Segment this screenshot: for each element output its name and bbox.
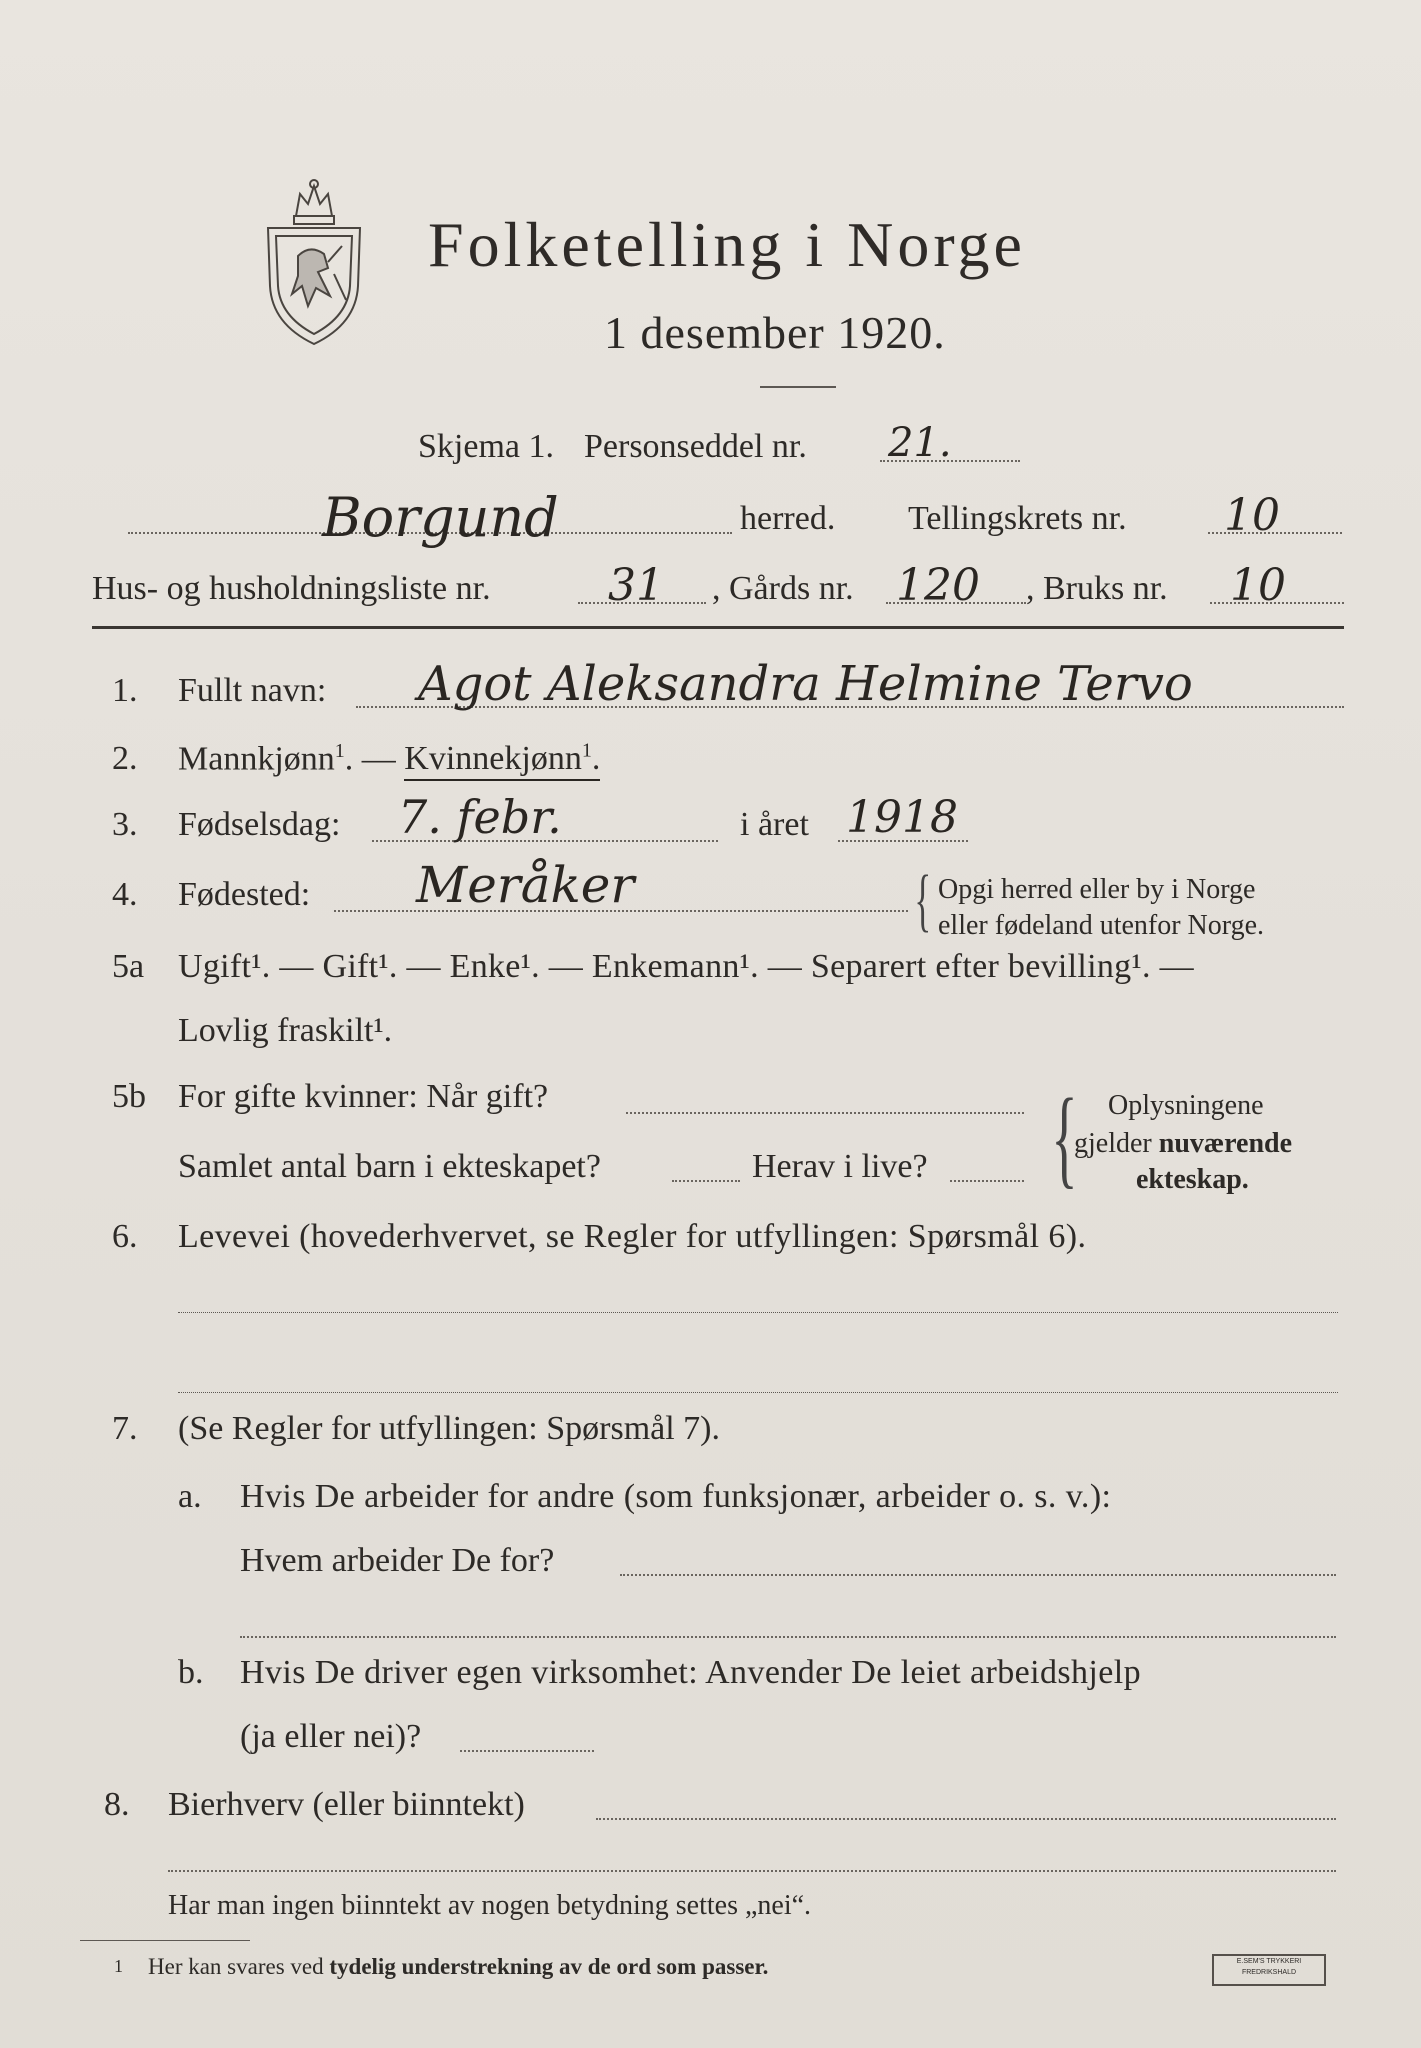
hus-value[interactable]: 31 (608, 560, 664, 611)
coat-of-arms-icon (258, 176, 370, 348)
marital-status-options[interactable]: Ugift¹. — Gift¹. — Enke¹. — Enkemann¹. — Separert efter bevilling¹. — (178, 948, 1194, 985)
alive-line (950, 1180, 1024, 1182)
tellingskrets-value[interactable]: 10 (1224, 490, 1280, 541)
birthplace-value[interactable]: Meråker (416, 856, 635, 914)
herred-value[interactable]: Borgund (322, 486, 559, 549)
census-date: 1 desember 1920. (604, 307, 946, 358)
hus-label: Hus- og husholdningsliste nr. (92, 570, 491, 607)
q2-number: 2. (112, 740, 138, 777)
occupation-line-1 (178, 1312, 1338, 1313)
q5b-note-1: Oplysningene (1108, 1090, 1264, 1121)
q6-number: 6. (112, 1218, 138, 1255)
q5b-note-2 (1074, 1128, 1292, 1160)
q3-number: 3. (112, 806, 138, 843)
q8-number: 8. (104, 1786, 130, 1823)
q2-sex-options (178, 740, 600, 778)
footnote-separator (80, 1940, 250, 1941)
printer-stamp-line-2: FREDRIKSHALD (1241, 1969, 1297, 1976)
marital-status-divorced[interactable]: Lovlig fraskilt¹. (178, 1012, 393, 1049)
footnote-text (148, 1954, 768, 1980)
q5a-number: 5a (112, 948, 145, 985)
gards-label: , Gårds nr. (712, 570, 854, 607)
q7-number: 7. (112, 1410, 138, 1447)
q8-label: Bierhverv (eller biinntekt) (168, 1786, 525, 1823)
q7b-number: b. (178, 1654, 204, 1691)
sex-separator: . — (344, 740, 396, 778)
kvinnekjonn-option[interactable] (404, 740, 600, 781)
q7b-line-2: (ja eller nei)? (240, 1718, 422, 1755)
q5b-note-3: ekteskap. (1136, 1164, 1249, 1195)
form-title: Folketelling i Norge (428, 209, 1026, 280)
q5b-number: 5b (112, 1078, 146, 1115)
footnote-text-c: av de ord som passer. (553, 1954, 769, 1979)
q7a-number: a. (178, 1478, 202, 1515)
q5b-note-2b: nuværende (1158, 1128, 1293, 1159)
q7-label: (Se Regler for utfyllingen: Spørsmål 7). (178, 1410, 721, 1447)
q4-note-1: Opgi herred eller by i Norge (938, 874, 1256, 905)
q1-label: Fullt navn: (178, 672, 327, 709)
q7a-line-2: Hvem arbeider De for? (240, 1542, 555, 1579)
title-divider (760, 386, 836, 388)
printer-stamp (1212, 1954, 1326, 1986)
birth-year-value[interactable]: 1918 (846, 792, 958, 843)
header-separator (92, 626, 1344, 629)
personseddel-value[interactable]: 21. (888, 420, 952, 466)
footnote-text-a: Her kan svares ved (148, 1954, 330, 1979)
herred-label: herred. (740, 500, 836, 537)
q8-note: Har man ingen biinntekt av nogen betydning settes „nei“. (168, 1890, 812, 1921)
q5b-children-label: Samlet antal barn i ekteskapet? (178, 1148, 601, 1185)
q4-number: 4. (112, 876, 138, 913)
q5b-note-2a: gjelder (1074, 1128, 1159, 1159)
employer-line (620, 1574, 1336, 1576)
footnote-ref: 1 (334, 740, 345, 762)
printer-stamp-line-1: E.SEM'S TRYKKERI (1236, 1958, 1302, 1965)
kvinnekjonn-label: Kvinnekjønn (404, 740, 582, 778)
kvinnekjonn-end: . (591, 740, 601, 778)
mannkjonn-option[interactable]: Mannkjønn (178, 740, 335, 778)
q6-label: Levevei (hovederhvervet, se Regler for utfyllingen: Spørsmål 6). (178, 1218, 1087, 1255)
q4-brace: { (914, 862, 932, 939)
tellingskrets-label: Tellingskrets nr. (908, 500, 1127, 537)
side-income-line-2 (168, 1870, 1336, 1872)
birth-year-label: i året (740, 806, 809, 843)
employer-line-2 (240, 1636, 1336, 1638)
q1-number: 1. (112, 672, 138, 709)
q7b-line-1: Hvis De driver egen virksomhet: Anvender De leiet arbeidshjelp (240, 1654, 1141, 1691)
full-name-value[interactable]: Agot Aleksandra Helmine Tervo (418, 656, 1193, 712)
footnote-mark: 1 (114, 1956, 123, 1976)
footnote-ref: 1 (581, 740, 592, 762)
married-date-line (626, 1112, 1024, 1114)
q7a-line-1: Hvis De arbeider for andre (som funksjonær, arbeider o. s. v.): (240, 1478, 1112, 1515)
q3-label: Fødselsdag: (178, 806, 341, 843)
occupation-line-2 (178, 1392, 1338, 1393)
q4-label: Fødested: (178, 876, 311, 913)
q4-note-2: eller fødeland utenfor Norge. (938, 910, 1265, 941)
gards-value[interactable]: 120 (896, 560, 980, 611)
q5b-alive-label: Herav i live? (752, 1148, 928, 1185)
side-income-line (596, 1818, 1336, 1820)
bruks-value[interactable]: 10 (1230, 560, 1286, 611)
hired-help-line (460, 1750, 594, 1752)
q5b-label: For gifte kvinner: Når gift? (178, 1078, 549, 1115)
bruks-label: , Bruks nr. (1026, 570, 1168, 607)
q5b-brace: { (1051, 1076, 1078, 1198)
footnote-text-b: tydelig understrekning (329, 1954, 554, 1979)
skjema-label: Skjema 1. (418, 428, 554, 465)
personseddel-label: Personseddel nr. (584, 428, 807, 465)
birthday-value[interactable]: 7. febr. (398, 790, 562, 844)
children-line (672, 1180, 740, 1182)
